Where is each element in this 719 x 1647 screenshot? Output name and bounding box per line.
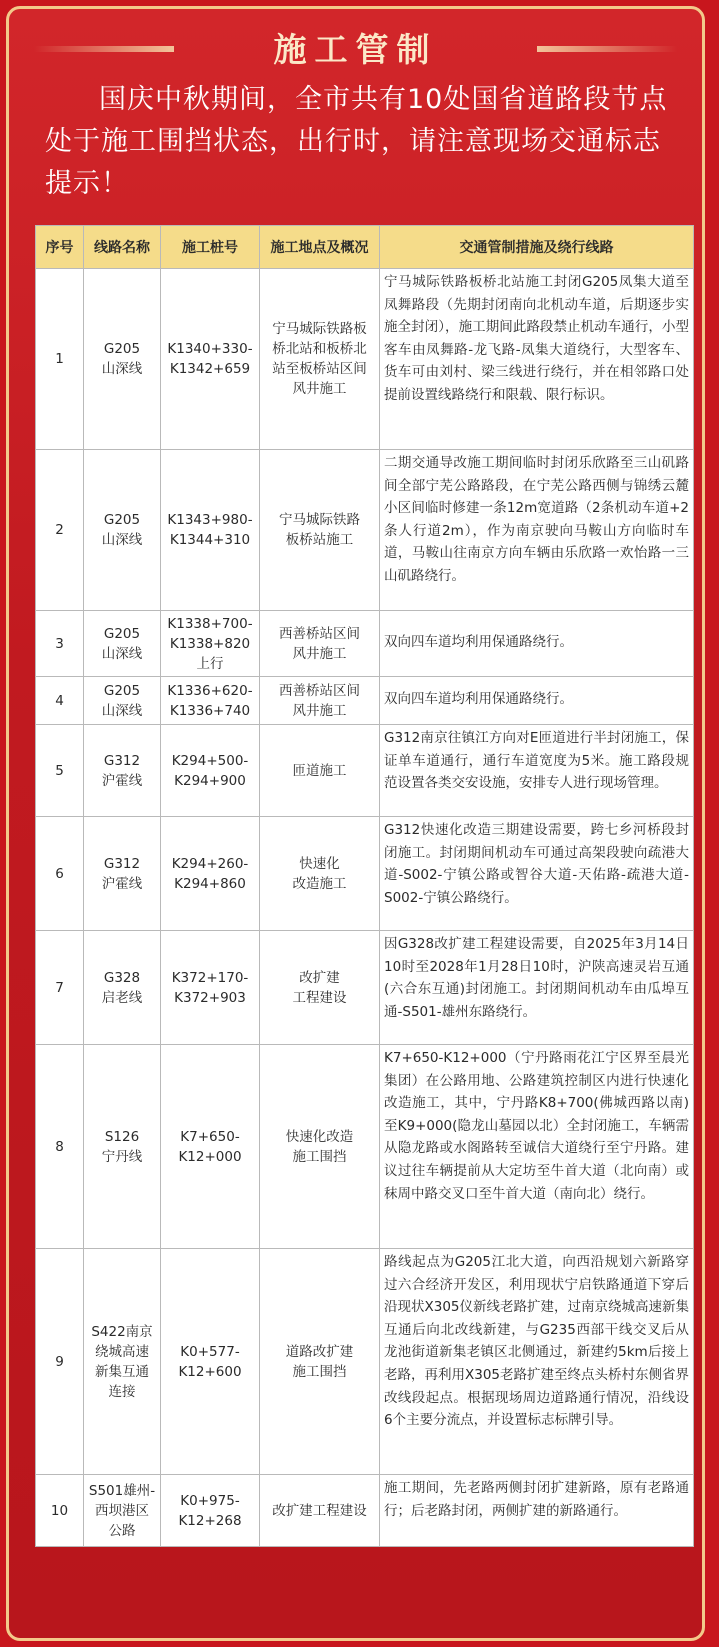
cell-route	[84, 269, 161, 450]
cell-measures: 双向四车道均利用保通路绕行。	[380, 611, 694, 677]
cell-stake-line: K294+900	[174, 772, 246, 789]
cell-route-line: G328	[103, 969, 141, 986]
cell-stake	[161, 1475, 260, 1547]
cell-route-line: 启老线	[101, 989, 143, 1006]
cell-route	[84, 611, 161, 677]
cell-location	[260, 269, 380, 450]
cell-stake	[161, 611, 260, 677]
cell-location-line: 匝道施工	[292, 762, 347, 779]
table-row	[36, 1475, 694, 1547]
cell-stake-line: K372+170-	[171, 969, 249, 986]
cell-route-line: G312	[103, 752, 141, 769]
cell-stake-line: 上行	[196, 655, 224, 672]
cell-route-line: 西坝港区	[95, 1502, 149, 1519]
cell-no: 8	[36, 1045, 84, 1249]
table-row	[36, 611, 694, 677]
cell-location-line: 道路改扩建	[285, 1343, 354, 1360]
cell-route	[84, 817, 161, 931]
cell-location-line: 风井施工	[292, 381, 347, 397]
cell-location	[260, 611, 380, 677]
cell-route-line: G205	[103, 512, 141, 528]
cell-route-line: S501雄州-	[88, 1482, 156, 1499]
cell-stake-line: K1343+980-	[167, 512, 253, 528]
header-stake: 施工桩号	[161, 226, 260, 269]
cell-stake-line: K294+260-	[171, 855, 249, 872]
cell-no: 4	[36, 677, 84, 725]
cell-route-line: S422南京	[91, 1323, 153, 1340]
cell-stake	[161, 817, 260, 931]
cell-location	[260, 931, 380, 1045]
cell-stake-line: K7+650-	[180, 1128, 240, 1145]
cell-route-line: G205	[103, 625, 141, 642]
cell-location-line: 西善桥站区间	[279, 682, 360, 699]
cell-route-line: 绕城高速	[95, 1343, 149, 1360]
cell-route-line: 山深线	[101, 645, 143, 662]
cell-route	[84, 725, 161, 817]
cell-stake-line: K0+975-	[180, 1492, 240, 1509]
table-row	[36, 931, 694, 1045]
cell-stake	[161, 1249, 260, 1475]
cell-location	[260, 1249, 380, 1475]
cell-stake-line: K294+860	[174, 875, 246, 892]
header-no: 序号	[36, 226, 84, 269]
poster-frame	[6, 6, 705, 1641]
cell-location-line: 改扩建	[299, 969, 340, 986]
cell-measures: 施工期间，先老路两侧封闭扩建新路，原有老路通行；后老路封闭，两侧扩建的新路通行。	[380, 1475, 694, 1547]
cell-stake-line: K12+000	[178, 1148, 242, 1165]
cell-measures: G312南京往镇江方向对E匝道进行半封闭施工，保证单车道通行，通行车道宽度为5米。施工路段规范设置各类交安设施，安排专人进行现场管理。	[380, 725, 694, 817]
cell-route-line: 山深线	[101, 702, 143, 719]
cell-route-line: G205	[103, 682, 141, 699]
title-row	[9, 25, 702, 75]
header-route: 线路名称	[84, 226, 161, 269]
table-row	[36, 450, 694, 611]
cell-route-line: G205	[103, 341, 141, 357]
cell-location-line: 站至板桥站区间	[272, 361, 367, 377]
cell-location	[260, 677, 380, 725]
construction-table	[35, 225, 693, 1547]
cell-location-line: 宁马城际铁路	[279, 512, 360, 528]
cell-stake	[161, 677, 260, 725]
cell-location-line: 宁马城际铁路板	[272, 321, 367, 337]
cell-location-line: 改扩建工程建设	[272, 1502, 367, 1519]
cell-stake	[161, 931, 260, 1045]
cell-location-line: 风井施工	[292, 645, 347, 662]
cell-route-line: 山深线	[101, 532, 143, 548]
cell-location	[260, 1045, 380, 1249]
cell-route	[84, 677, 161, 725]
table-row	[36, 1045, 694, 1249]
cell-location	[260, 1475, 380, 1547]
cell-stake-line: K1338+700-	[167, 615, 253, 632]
title-decoration-right	[537, 46, 677, 52]
cell-stake-line: K294+500-	[171, 752, 249, 769]
table-row	[36, 1249, 694, 1475]
cell-stake-line: K372+903	[174, 989, 246, 1006]
cell-location-line: 板桥站施工	[285, 532, 354, 548]
cell-stake-line: K1344+310	[169, 532, 251, 548]
cell-stake-line: K1338+820	[169, 635, 251, 652]
cell-location-line: 西善桥站区间	[279, 625, 360, 642]
cell-route-line: 连接	[108, 1383, 136, 1400]
cell-stake-line: K1342+659	[169, 361, 251, 377]
cell-no: 3	[36, 611, 84, 677]
cell-measures: G312快速化改造三期建设需要，跨七乡河桥段封闭施工。封闭期间机动车可通过高架段驶向疏港大道-S002-宁镇公路或智谷大道-天佑路-疏港大道-S002-宁镇公路绕行。	[380, 817, 694, 931]
cell-no: 5	[36, 725, 84, 817]
table-row	[36, 269, 694, 450]
cell-stake-line: K12+600	[178, 1363, 242, 1380]
cell-location	[260, 817, 380, 931]
cell-no: 10	[36, 1475, 84, 1547]
cell-measures: 因G328改扩建工程建设需要，自2025年3月14日10时至2028年1月28日10时，沪陕高速灵岩互通(六合东互通)封闭施工。封闭期间机动车由瓜埠互通-S501-雄州东路绕行。	[380, 931, 694, 1045]
cell-location-line: 工程建设	[292, 989, 347, 1006]
cell-location-line: 施工围挡	[292, 1148, 347, 1165]
cell-route	[84, 450, 161, 611]
cell-location-line: 改造施工	[292, 875, 347, 892]
cell-route	[84, 1249, 161, 1475]
cell-no: 6	[36, 817, 84, 931]
cell-measures: 路线起点为G205江北大道，向西沿规划六新路穿过六合经济开发区，利用现状宁启铁路通道下穿后沿现状X305仪新线老路扩建，过南京绕城高速新集互通后向北改线新建，与G235西部干线交叉后从龙池街道新集老镇区北侧通过，新建约5km后接上老路，再利用X305老路扩建至终点头桥村东侧省界改线段起点。根据现场周边道路通行情况，沿线设6个主要分流点，并设置标志标牌引导。	[380, 1249, 694, 1475]
intro-text: 国庆中秋期间，全市共有10处国省道路段节点处于施工围挡状态，出行时，请注意现场交通标志提示！	[45, 84, 668, 199]
cell-no: 1	[36, 269, 84, 450]
cell-location-line: 桥北站和板桥北	[272, 341, 367, 357]
cell-stake	[161, 269, 260, 450]
cell-stake	[161, 450, 260, 611]
cell-location	[260, 450, 380, 611]
cell-location	[260, 725, 380, 817]
cell-route-line: 宁丹线	[101, 1148, 143, 1165]
cell-stake-line: K1336+620-	[167, 682, 253, 699]
cell-route	[84, 1475, 161, 1547]
cell-measures: 双向四车道均利用保通路绕行。	[380, 677, 694, 725]
page-title: 施工管制	[273, 30, 438, 69]
cell-stake-line: K0+577-	[180, 1343, 240, 1360]
cell-location-line: 快速化改造	[285, 1128, 354, 1145]
cell-no: 2	[36, 450, 84, 611]
cell-stake	[161, 1045, 260, 1249]
cell-route-line: 沪霍线	[101, 772, 143, 789]
cell-route-line: G312	[103, 855, 141, 872]
table-row	[36, 725, 694, 817]
header-measures: 交通管制措施及绕行线路	[380, 226, 694, 269]
cell-route-line: 公路	[108, 1522, 136, 1539]
table-header-row	[36, 226, 694, 269]
cell-measures: 宁马城际铁路板桥北站施工封闭G205凤集大道至凤舞路段（先期封闭南向北机动车道，后期逐步实施全封闭），施工期间此路段禁止机动车通行，小型客车由凤舞路-龙飞路-凤集大道绕行，大型客车、货车可由刘村、梁三线进行绕行，并在相邻路口处提前设置线路绕行和限载、限行标识。	[380, 269, 694, 450]
header-location: 施工地点及概况	[260, 226, 380, 269]
cell-location-line: 快速化	[299, 855, 340, 872]
cell-route-line: S126	[104, 1128, 140, 1145]
cell-stake-line: K12+268	[178, 1512, 242, 1529]
cell-route	[84, 931, 161, 1045]
cell-stake	[161, 725, 260, 817]
cell-route	[84, 1045, 161, 1249]
table-row	[36, 677, 694, 725]
table-row	[36, 817, 694, 931]
cell-measures: K7+650-K12+000（宁丹路雨花江宁区界至晨光集团）在公路用地、公路建筑控制区内进行快速化改造施工，其中，宁丹路K8+700(佛城西路以南)至K9+000(隐龙山墓园以北）全封闭施工，车辆需从隐龙路或水阁路转至诚信大道绕行至宁丹路。建议过往车辆提前从大定坊至牛首大道（北向南）或秣周中路交叉口至牛首大道（南向北）绕行。	[380, 1045, 694, 1249]
cell-route-line: 新集互通	[95, 1363, 149, 1380]
cell-no: 7	[36, 931, 84, 1045]
cell-stake-line: K1336+740	[169, 702, 251, 719]
cell-no: 9	[36, 1249, 84, 1475]
cell-route-line: 沪霍线	[101, 875, 143, 892]
cell-location-line: 风井施工	[292, 702, 347, 719]
cell-route-line: 山深线	[101, 361, 143, 377]
cell-measures: 二期交通导改施工期间临时封闭乐欣路至三山矶路间全部宁芜公路路段，在宁芜公路西侧与锦绣云麓小区间临时修建一条12m宽道路（2条机动车道+2条人行道2m），作为南京驶向马鞍山方向临时车道，马鞍山往南京方向车辆由乐欣路一欢怡路一三山矶路绕行。	[380, 450, 694, 611]
cell-stake-line: K1340+330-	[167, 341, 253, 357]
cell-location-line: 施工围挡	[292, 1363, 347, 1380]
